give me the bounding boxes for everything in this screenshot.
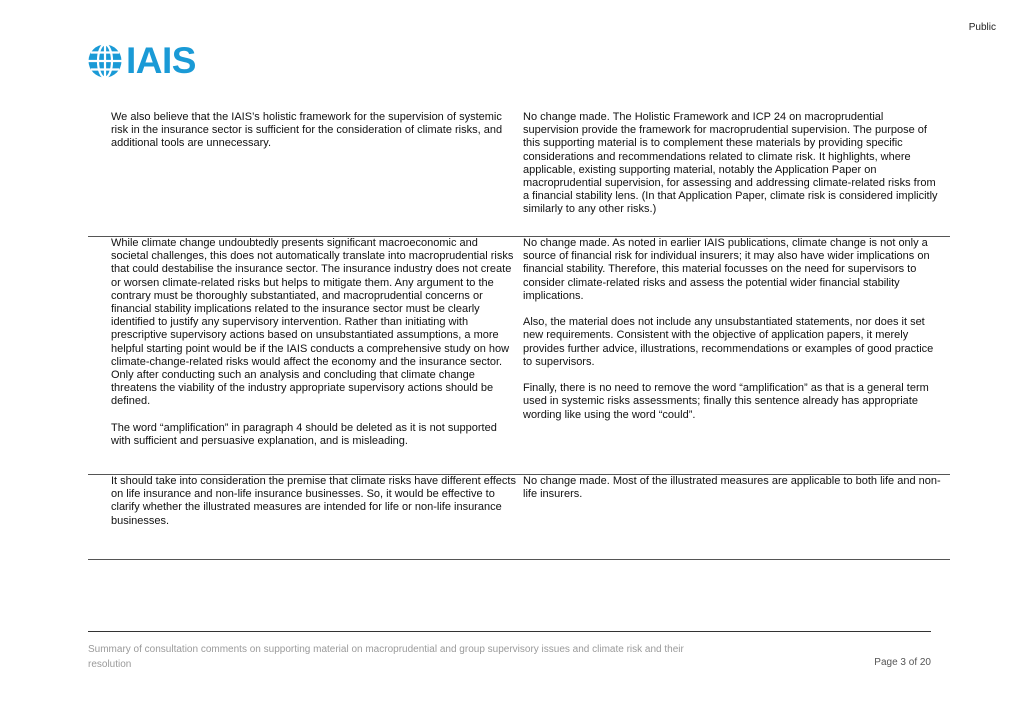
globe-icon (87, 43, 123, 79)
comment-cell (88, 237, 517, 475)
resolution-paragraph: No change made. Most of the illustrated measures are applicable to both life and non-life insurers. (523, 475, 941, 501)
comment-paragraph: We also believe that the IAIS’s holistic framework for the supervision of systemic risk in the insurance sector is sufficient for the consideration of climate risks, and additional tools are unnecessary. (111, 111, 503, 150)
resolution-paragraph: Finally, there is no need to remove the word “amplification” as that is a general term used in systemic risks assessments; finally this sentence already has appropriate wording like using the word “could”. (523, 382, 929, 421)
comments-table (88, 110, 950, 560)
comment-cell (88, 110, 517, 237)
table-row (88, 475, 950, 560)
table-row (88, 237, 950, 475)
iais-logo (87, 42, 196, 79)
comment-paragraph: The word “amplification” in paragraph 4 should be deleted as it is not supported with sufficient and persuasive explanation, and is misleading. (111, 421, 497, 448)
resolution-paragraph: Also, the material does not include any unsubstantiated statements, nor does it set new requirements. Consistent with the objective of application papers, it merely provides further advice, illustrations, recommendations or examples of good practice to supervisors. (523, 316, 934, 368)
classification-label: Public (968, 22, 996, 33)
page-number: Page 3 of 20 (874, 657, 931, 668)
table-row (88, 110, 950, 237)
resolution-paragraph: No change made. As noted in earlier IAIS publications, climate change is not only a source of financial risk for individual insurers; it may also have wider implications on financial stability. Therefore, this material focusses on the need for supervisors to consider climate-related risks and assess the potential wider financial stability implications. (523, 237, 930, 302)
footer-document-title: Summary of consultation comments on supporting material on macroprudential and group supervisory issues and climate risk and their resolution (88, 644, 684, 670)
comment-paragraph: While climate change undoubtedly presents significant macroeconomic and societal challenges, this does not automatically translate into macroprudential risks that could destabilise the insurance sector. The insurance industry does not create or worsen climate-related risks but helps to mitigate them. Any argument to the contrary must be thoroughly substantiated, and macroprudential concerns or financial stability implications related to the insurance sector must be clearly identified to justify any supervisory intervention. Rather than initiating with prescriptive supervisory actions based on unsubstantiated assumptions, a more helpful starting point would be if the IAIS conducts a comprehensive study on how climate-change-related risks would affect the economy and the insurance sector. Only after conducting such an analysis and concluding that climate change threatens the viability of the industry appropriate supervisory actions should be defined. (111, 237, 514, 408)
footer-divider (88, 631, 931, 632)
comment-cell (88, 475, 517, 560)
resolution-paragraph: No change made. The Holistic Framework and ICP 24 on macroprudential supervision provide the framework for macroprudential supervision. The purpose of this supporting material is to complement these materials by providing specific considerations and recommendations related to climate risk. It highlights, where applicable, existing supporting material, notably the Application Paper on macroprudential supervision, for assessing and addressing climate-related risks from a financial stability lens. (In that Application Paper, climate risk is considered implicitly similarly to any other risks.) (523, 111, 938, 216)
resolution-cell (517, 237, 950, 475)
resolution-cell (517, 475, 950, 560)
logo-wordmark: IAIS (126, 40, 196, 81)
comment-paragraph: It should take into consideration the premise that climate risks have different effects on life insurance and non-life insurance businesses. So, it would be effective to clarify whether the illustrated measures are intended for life or non-life insurance businesses. (111, 475, 516, 527)
resolution-cell (517, 110, 950, 237)
